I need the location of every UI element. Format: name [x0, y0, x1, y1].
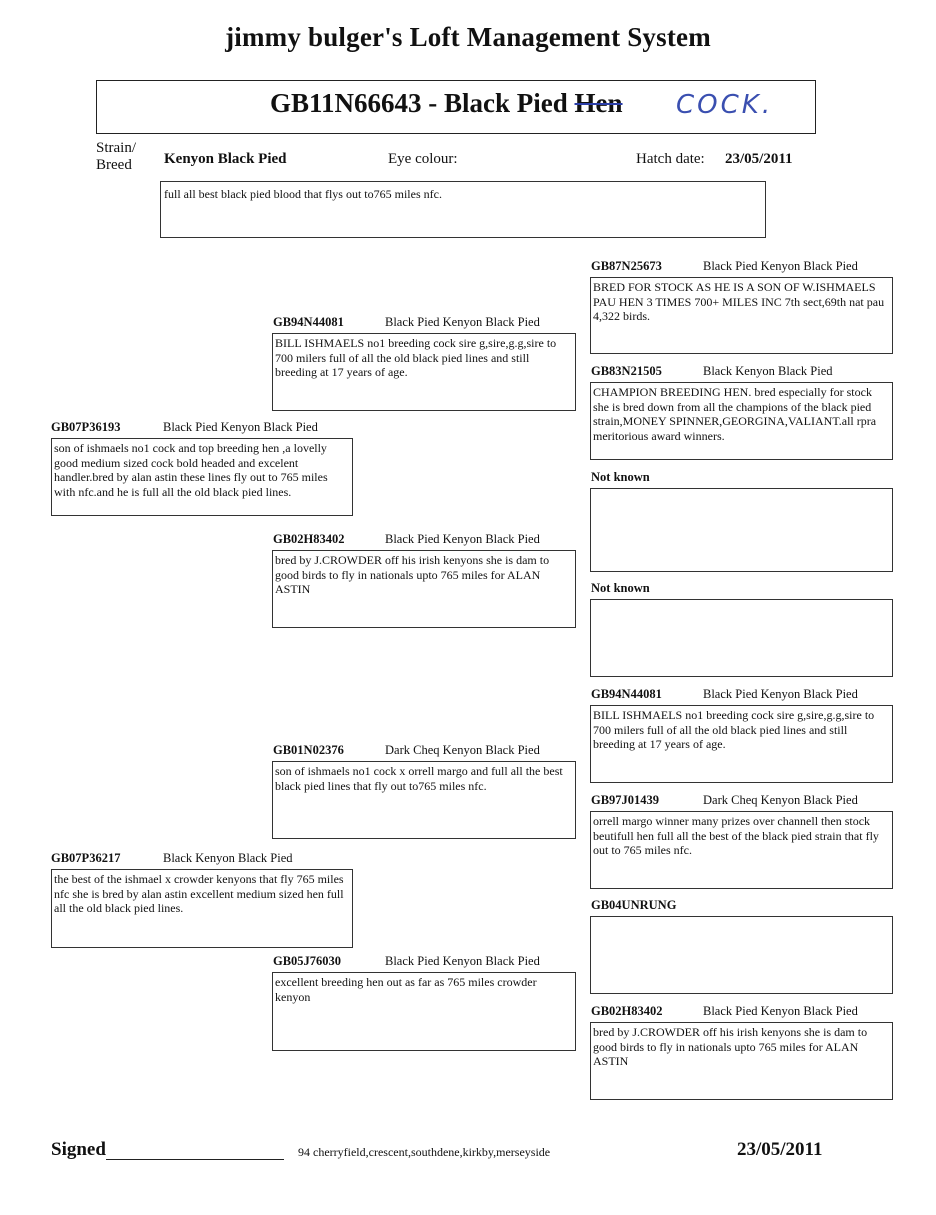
dds-header — [591, 898, 676, 913]
dss-header — [591, 687, 858, 702]
owner-address: 94 cherryfield,crescent,southdene,kirkby,merseyside — [298, 1145, 551, 1159]
dss-notes-box — [590, 705, 893, 783]
hatch-date-label: Hatch date: — [636, 151, 705, 167]
sire-notes-box — [51, 438, 353, 516]
bird-notes-box — [160, 181, 766, 238]
dds-ring: GB04UNRUNG — [591, 898, 677, 912]
dam-header — [51, 851, 293, 866]
dsd-notes-box — [590, 811, 893, 889]
sex-handwritten-annotation: COCK. — [676, 90, 774, 120]
ssd-ring: GB83N21505 — [591, 364, 662, 378]
dam-notes-box — [51, 869, 353, 948]
sire-sire-notes-box — [272, 333, 576, 411]
eye-colour-label: Eye colour: — [388, 151, 458, 167]
sire-dam-notes: bred by J.CROWDER off his irish kenyons she is dam to good birds to fly in nationals upto 765 miles for ALAN ASTIN — [275, 553, 550, 596]
strain-label: Strain/ — [96, 140, 136, 156]
ddd-desc: Black Pied Kenyon Black Pied — [703, 1004, 858, 1018]
signed-label: Signed — [51, 1139, 106, 1160]
strain-value: Kenyon Black Pied — [164, 151, 287, 167]
sdd-ring: Not known — [591, 581, 650, 595]
footer-date: 23/05/2011 — [737, 1139, 823, 1160]
dds-notes-box — [590, 916, 893, 994]
bird-notes-text: full all best black pied blood that flys out to765 miles nfc. — [164, 187, 442, 201]
ddd-ring: GB02H83402 — [591, 1004, 663, 1018]
bird-ring-number — [270, 88, 623, 119]
sex-struck-text: Hen — [574, 88, 623, 118]
sss-header — [591, 259, 858, 274]
sire-sire-desc: Black Pied Kenyon Black Pied — [385, 315, 540, 329]
dam-sire-ring: GB01N02376 — [273, 743, 344, 757]
sds-notes-box — [590, 488, 893, 572]
sire-sire-header — [273, 315, 540, 330]
dam-notes: the best of the ishmael x crowder kenyons that fly 765 miles nfc she is bred by alan astin excellent medium sized hen full all the old black pied lines. — [54, 872, 344, 915]
dam-desc: Black Kenyon Black Pied — [163, 851, 293, 865]
dam-dam-ring: GB05J76030 — [273, 954, 342, 968]
ssd-notes-box — [590, 382, 893, 460]
sire-dam-notes-box — [272, 550, 576, 628]
sire-dam-desc: Black Pied Kenyon Black Pied — [385, 532, 540, 546]
ssd-desc: Black Kenyon Black Pied — [703, 364, 833, 378]
sire-header — [51, 420, 318, 435]
dsd-header — [591, 793, 858, 808]
sire-ring: GB07P36193 — [51, 420, 121, 434]
sire-dam-ring: GB02H83402 — [273, 532, 345, 546]
dam-sire-notes-box — [272, 761, 576, 839]
ssd-header — [591, 364, 833, 379]
strain-breed-label — [96, 140, 136, 174]
sss-notes-box — [590, 277, 893, 354]
page-title: jimmy bulger's Loft Management System — [225, 22, 711, 52]
sire-desc: Black Pied Kenyon Black Pied — [163, 420, 318, 434]
dss-notes: BILL ISHMAELS no1 breeding cock sire g,sire,g.g,sire to 700 milers full of all the old black pied lines and still breeding at 17 years of age. — [593, 708, 875, 751]
dsd-desc: Dark Cheq Kenyon Black Pied — [703, 793, 858, 807]
sds-ring: Not known — [591, 470, 650, 484]
dam-sire-desc: Dark Cheq Kenyon Black Pied — [385, 743, 540, 757]
dam-dam-notes-box — [272, 972, 576, 1051]
sire-dam-header — [273, 532, 540, 547]
sdd-notes-box — [590, 599, 893, 677]
sss-desc: Black Pied Kenyon Black Pied — [703, 259, 858, 273]
ddd-header — [591, 1004, 858, 1019]
ddd-notes: bred by J.CROWDER off his irish kenyons she is dam to good birds to fly in nationals upto 765 miles for ALAN ASTIN — [593, 1025, 868, 1068]
dam-dam-notes: excellent breeding hen out as far as 765 miles crowder kenyon — [275, 975, 537, 1004]
bird-ring-text: GB11N66643 - Black Pied — [270, 88, 568, 118]
sire-sire-notes: BILL ISHMAELS no1 breeding cock sire g,sire,g.g,sire to 700 milers full of all the old black pied lines and still breeding at 17 years of age. — [275, 336, 557, 379]
sdd-header — [591, 581, 650, 596]
dam-sire-notes: son of ishmaels no1 cock x orrell margo and full all the best black pied lines that fly out to765 miles nfc. — [275, 764, 563, 793]
dsd-notes: orrell margo winner many prizes over channell then stock beutifull hen full all the best of the black pied strain that fly out to 765 miles nfc. — [593, 814, 879, 857]
dam-dam-desc: Black Pied Kenyon Black Pied — [385, 954, 540, 968]
breed-label: Breed — [96, 157, 132, 173]
dam-dam-header — [273, 954, 540, 969]
dsd-ring: GB97J01439 — [591, 793, 660, 807]
hatch-date-value: 23/05/2011 — [725, 151, 793, 167]
sds-header — [591, 470, 650, 485]
sire-sire-ring: GB94N44081 — [273, 315, 344, 329]
dam-ring: GB07P36217 — [51, 851, 121, 865]
ddd-notes-box — [590, 1022, 893, 1100]
sss-notes: BRED FOR STOCK AS HE IS A SON OF W.ISHMAELS PAU HEN 3 TIMES 700+ MILES INC 7th sect,69th nat pau 4,322 birds. — [593, 280, 885, 323]
sss-ring: GB87N25673 — [591, 259, 662, 273]
sire-notes: son of ishmaels no1 cock and top breeding hen ,a lovelly good medium sized cock bold headed and excelent handler.bred by alan astin these lines fly out to 765 miles with nfc.and he is full all the old black pied lines. — [54, 441, 328, 499]
ssd-notes: CHAMPION BREEDING HEN. bred especially for stock she is bred down from all the champions of the black pied strain,MONEY SPINNER,GEORGINA,VALIANT.all rpra meritorious award winners. — [593, 385, 877, 443]
dam-sire-header — [273, 743, 540, 758]
signature-line — [106, 1158, 284, 1160]
dss-desc: Black Pied Kenyon Black Pied — [703, 687, 858, 701]
dss-ring: GB94N44081 — [591, 687, 662, 701]
